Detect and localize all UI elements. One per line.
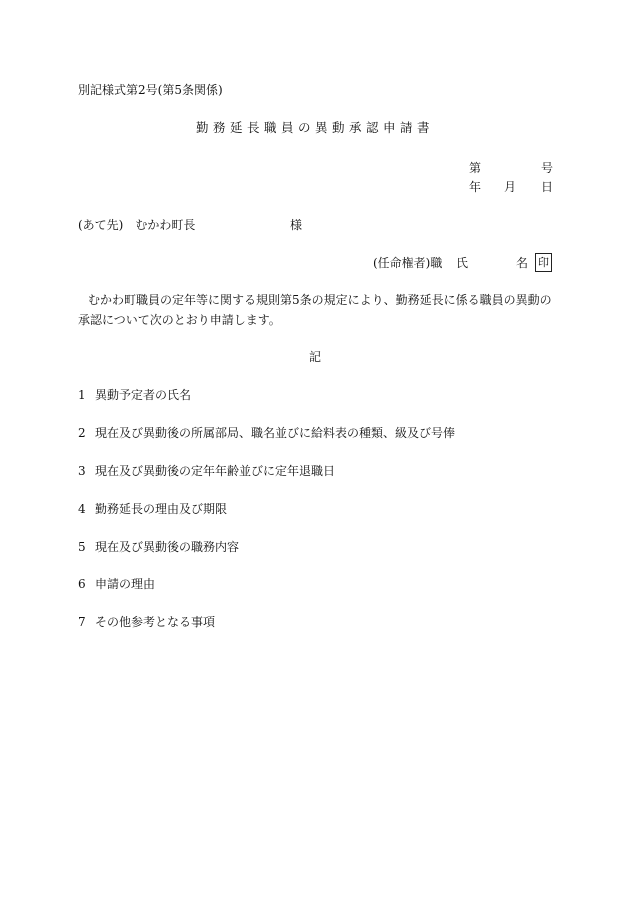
addressee: (あて先) むかわ町長: [78, 218, 196, 232]
item-number: 2: [78, 426, 86, 440]
form-label: 別記様式第2号(第5条関係): [78, 83, 223, 97]
number-suffix: 号: [541, 161, 554, 175]
list-item: [78, 502, 227, 516]
date-month-label: 月: [504, 180, 517, 194]
item-text: 現在及び異動後の職務内容: [95, 540, 240, 554]
item-number: 7: [78, 615, 86, 629]
addressee-honorific: 様: [290, 218, 303, 232]
ki-heading: 記: [308, 350, 321, 364]
list-item: [78, 615, 215, 629]
date-day-label: 日: [541, 180, 554, 194]
item-number: 1: [78, 388, 86, 402]
list-item: [78, 426, 455, 440]
applicant-role: (任命権者)職: [373, 256, 443, 270]
item-number: 5: [78, 540, 86, 554]
item-text: 現在及び異動後の定年年齢並びに定年退職日: [95, 464, 336, 478]
seal-mark: 印: [535, 253, 552, 272]
item-text: その他参考となる事項: [95, 615, 216, 629]
list-item: [78, 388, 191, 402]
body-text-line-1: むかわ町職員の定年等に関する規則第5条の規定により、勤務延長に係る職員の異動の: [88, 293, 552, 307]
item-number: 4: [78, 502, 86, 516]
applicant-name-label-first: 氏: [456, 256, 469, 270]
item-text: 申請の理由: [95, 577, 156, 591]
item-text: 現在及び異動後の所属部局、職名並びに給料表の種類、級及び号俸: [95, 426, 456, 440]
list-item: [78, 540, 239, 554]
body-text-line-2: 承認について次のとおり申請します。: [78, 313, 281, 327]
item-text: 異動予定者の氏名: [95, 388, 192, 402]
document-title: 勤務延長職員の異動承認申請書: [195, 120, 434, 135]
item-number: 3: [78, 464, 86, 478]
number-prefix: 第: [469, 161, 482, 175]
item-text: 勤務延長の理由及び期限: [95, 502, 228, 516]
list-item: [78, 577, 155, 591]
date-year-label: 年: [469, 180, 482, 194]
applicant-name-label-second: 名: [516, 256, 529, 270]
item-number: 6: [78, 577, 86, 591]
list-item: [78, 464, 335, 478]
